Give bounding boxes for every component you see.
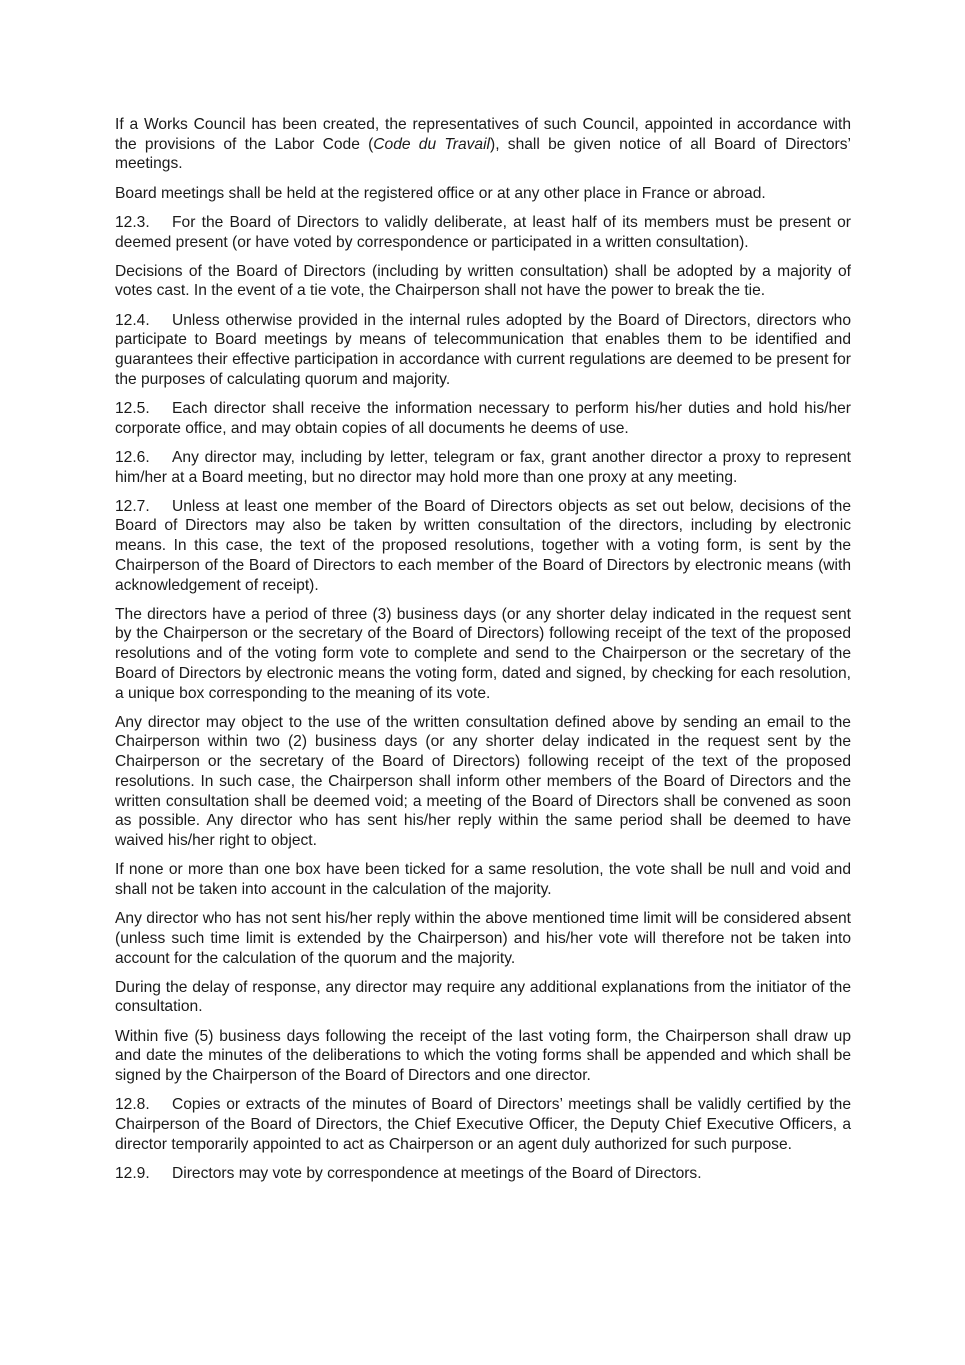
paragraph-meeting-location: Board meetings shall be held at the registered office or at any other place in France or abroad. [115, 184, 766, 202]
section-12-7 [115, 497, 851, 596]
document-page [115, 115, 851, 1193]
paragraph-response-period: The directors have a period of three (3) business days (or any shorter delay indicated in the request sent by the Chairperson or the secretary of the Board of Directors) following receipt of the text of the proposed resolutions and of the voting form vote to complete and send to the Chairperson or the secretary of the Board of Directors by electronic means the voting form, dated and signed, by checking for each resolution, a unique box corresponding to the meaning of its vote. [115, 605, 851, 702]
section-number: 12.9. [115, 1164, 150, 1182]
section-12-5 [115, 399, 851, 438]
section-text: Unless at least one member of the Board of Directors objects as set out below, decisions of the Board of Directors may also be taken by written consultation of the directors, including by electronic means. In this case, the text of the proposed resolutions, together with a voting form, is sent by the Chairperson of the Board of Directors to each member of the Board of Directors by electronic means (with acknowledgement of receipt). [115, 497, 851, 594]
section-12-8 [115, 1095, 851, 1154]
paragraph-works-council [115, 115, 851, 174]
section-text: Copies or extracts of the minutes of Board of Directors’ meetings shall be validly certified by the Chairperson of the Board of Directors, the Chief Executive Officer, the Deputy Chief Executive Officers, a director temporarily appointed to act as Chairperson or an agent duly authorized for such purpose. [115, 1096, 851, 1153]
section-12-4 [115, 311, 851, 390]
section-number: 12.7. [115, 497, 150, 515]
section-text: Directors may vote by correspondence at meetings of the Board of Directors. [172, 1164, 702, 1182]
section-12-3 [115, 213, 851, 252]
paragraph-absent-director: Any director who has not sent his/her reply within the above mentioned time limit will be considered absent (unless such time limit is extended by the Chairperson) and his/her vote will therefore not be taken into account for the calculation of the quorum and the majority. [115, 910, 851, 967]
section-12-6 [115, 448, 851, 487]
section-12-9 [115, 1164, 851, 1184]
paragraph-box-ticking: If none or more than one box have been ticked for a same resolution, the vote shall be null and void and shall not be taken into account in the calculation of the majority. [115, 861, 851, 898]
paragraph-objection: Any director may object to the use of the written consultation defined above by sending an email to the Chairperson within two (2) business days (or any shorter delay indicated in the request sent by the Chairperson or the secretary of the Board of Directors) following receipt of the text of the proposed resolutions. In such case, the Chairperson shall inform other members of the Board of Directors and the written consultation shall be deemed void; a meeting of the Board of Directors shall be convened as soon as possible. Any director who has sent his/her reply within the same period shall be deemed to have waived his/her right to object. [115, 713, 851, 849]
paragraph-minutes: Within five (5) business days following the receipt of the last voting form, the Chairperson shall draw up and date the minutes of the deliberations to which the voting forms shall be appended and which shall be signed by the Chairperson of the Board of Directors and one director. [115, 1027, 851, 1085]
section-text: Each director shall receive the information necessary to perform his/her duties and hold his/her corporate office, and may obtain copies of all documents he deems of use. [115, 399, 851, 437]
paragraph-response-delay: During the delay of response, any director may require any additional explanations from the initiator of the consultation. [115, 978, 851, 1016]
section-number: 12.8. [115, 1096, 150, 1114]
section-text: Unless otherwise provided in the internal rules adopted by the Board of Directors, directors who participate to Board meetings by means of telecommunication that enables them to be identified and guarantees their effective participation in accordance with current regulations are deemed to be present for the purposes of calculating quorum and majority. [115, 311, 851, 388]
paragraph-text: If a Works Council has been created, the representatives of such Council, appointed in accordance with the provisions of the Labor Code ( [115, 116, 851, 153]
section-number: 12.5. [115, 399, 150, 417]
paragraph-decisions: Decisions of the Board of Directors (including by written consultation) shall be adopted by a majority of votes cast. In the event of a tie vote, the Chairperson shall not have the power to break the tie. [115, 262, 851, 300]
section-text: Any director may, including by letter, telegram or fax, grant another director a proxy to represent him/her at a Board meeting, but no director may hold more than one proxy at any meeting. [115, 448, 851, 486]
section-text: For the Board of Directors to validly deliberate, at least half of its members must be present or deemed present (or have voted by correspondence or participated in a written consultation). [115, 213, 851, 251]
section-number: 12.4. [115, 311, 150, 329]
section-number: 12.6. [115, 448, 150, 466]
italic-term: Code du Travail [373, 135, 491, 153]
paragraph-text: ), shall be given notice of all Board of Directors’ meetings. [115, 135, 851, 173]
section-number: 12.3. [115, 213, 150, 231]
